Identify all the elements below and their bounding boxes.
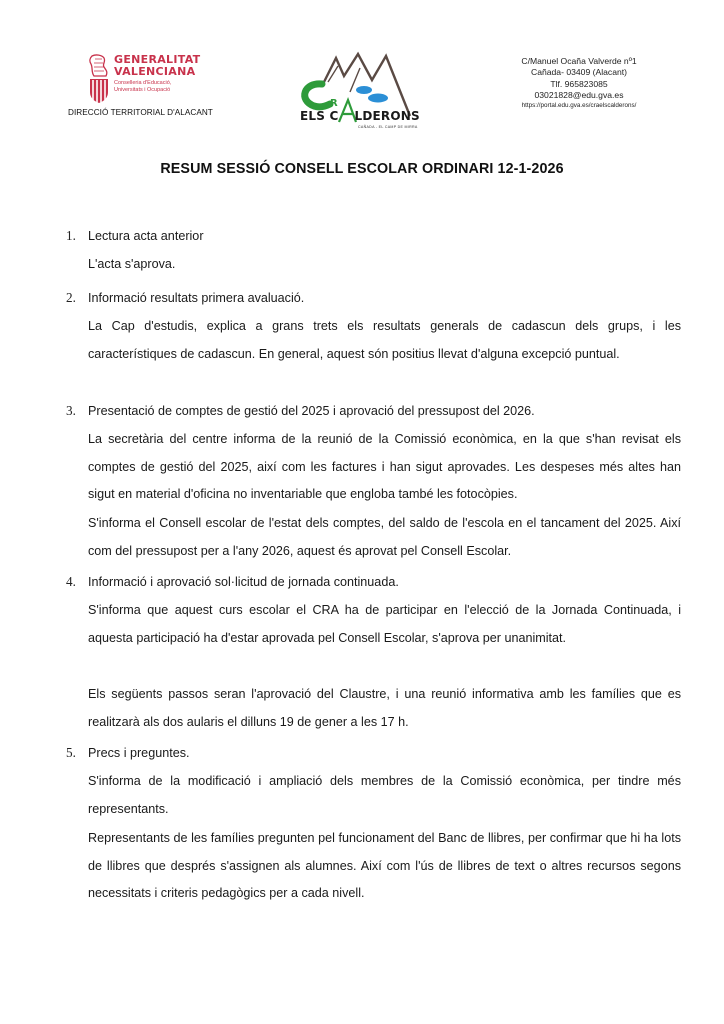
document-title: RESUM SESSIÓ CONSELL ESCOLAR ORDINARI 12-1-2026 bbox=[160, 161, 564, 177]
gva-name-line2: VALENCIANA bbox=[114, 64, 196, 78]
item-heading: Informació i aprovació sol·licitud de jornada continuada. bbox=[88, 575, 399, 589]
item-heading: Informació resultats primera avaluació. bbox=[88, 291, 305, 305]
cra-tagline: CAÑADA - EL CAMP DE MIRRA bbox=[358, 125, 418, 129]
contact-block bbox=[494, 56, 664, 110]
item-paragraph: Els següents passos seran l'aprovació del Claustre, i una reunió informativa amb les famílies que es realitzarà als dos aularis el dilluns 19 de gener a les 17 h. bbox=[88, 687, 681, 729]
cra-name-suffix: LDERONS bbox=[354, 109, 420, 123]
item-number: 2. bbox=[66, 290, 76, 305]
item-paragraph: La Cap d'estudis, explica a grans trets els resultats generals de cadascun dels grups, i les característiques de cadascun. En general, aquest són positius llevat d'alguna excepció puntual. bbox=[88, 319, 681, 361]
gva-name-line1: GENERALITAT bbox=[114, 53, 201, 66]
contact-address: C/Manuel Ocaña Valverde nº1 bbox=[521, 56, 637, 66]
item-paragraph: Representants de les famílies pregunten pel funcionament del Banc de llibres, per confirmar que hi ha lots de llibres que després s'assignen als alumnes. Així com l'ús de llibres de text o altres recursos segons necessitats i criteris pedagògics per a cada nivell. bbox=[88, 831, 681, 901]
gva-shield-icon bbox=[88, 54, 110, 104]
contact-phone: Tlf. 965823085 bbox=[550, 78, 608, 89]
gva-subtitle bbox=[114, 80, 171, 94]
item-number: 1. bbox=[66, 228, 76, 243]
item-heading: Precs i preguntes. bbox=[88, 746, 190, 760]
item-paragraph: S'informa el Consell escolar de l'estat dels comptes, del saldo de l'escola en el tancament del 2025. Així com del pressupost per a l'any 2026, aquest és aprovat pel Consell Escolar. bbox=[88, 516, 681, 558]
item-paragraph: S'informa que aquest curs escolar el CRA ha de participar en l'elecció de la Jornada Continuada, i aquesta participació ha d'estar aprovada pel Consell Escolar, s'aprova per unanimitat. bbox=[88, 603, 681, 645]
gva-sub-line1: Conselleria d'Educació, bbox=[114, 80, 172, 86]
contact-email[interactable]: 03021828@edu.gva.es bbox=[534, 89, 624, 100]
item-paragraph: L'acta s'aprova. bbox=[88, 257, 176, 271]
item-paragraph: La secretària del centre informa de la reunió de la Comissió econòmica, en la que s'han revisat els comptes de gestió del 2025, així com les factures i han sigut aprovades. Les despeses més altes han sigut en material d'oficina no inventariable que engloba també les fotocòpies. bbox=[88, 432, 681, 502]
svg-text:R: R bbox=[330, 98, 338, 109]
cra-els-calderons-logo bbox=[292, 46, 472, 130]
item-number: 3. bbox=[66, 403, 76, 418]
gva-name bbox=[114, 54, 200, 77]
contact-city: Cañada- 03409 (Alacant) bbox=[530, 67, 628, 78]
direccio-territorial-label: DIRECCIÓ TERRITORIAL D'ALACANT bbox=[68, 108, 213, 117]
item-number: 5. bbox=[66, 745, 76, 760]
item-number: 4. bbox=[66, 574, 76, 589]
generalitat-valenciana-logo bbox=[88, 52, 201, 108]
cra-name bbox=[300, 109, 420, 123]
gva-sub-line2: Universitats i Ocupació bbox=[114, 87, 171, 93]
item-heading: Presentació de comptes de gestió del 2025 i aprovació del pressupost del 2026. bbox=[88, 404, 535, 418]
item-heading: Lectura acta anterior bbox=[88, 229, 204, 243]
contact-url[interactable]: https://portal.edu.gva.es/craelscalderons/ bbox=[521, 102, 637, 110]
item-paragraph: S'informa de la modificació i ampliació dels membres de la Comissió econòmica, per tindre més representants. bbox=[88, 774, 681, 816]
cra-name-prefix: ELS C bbox=[300, 109, 339, 123]
